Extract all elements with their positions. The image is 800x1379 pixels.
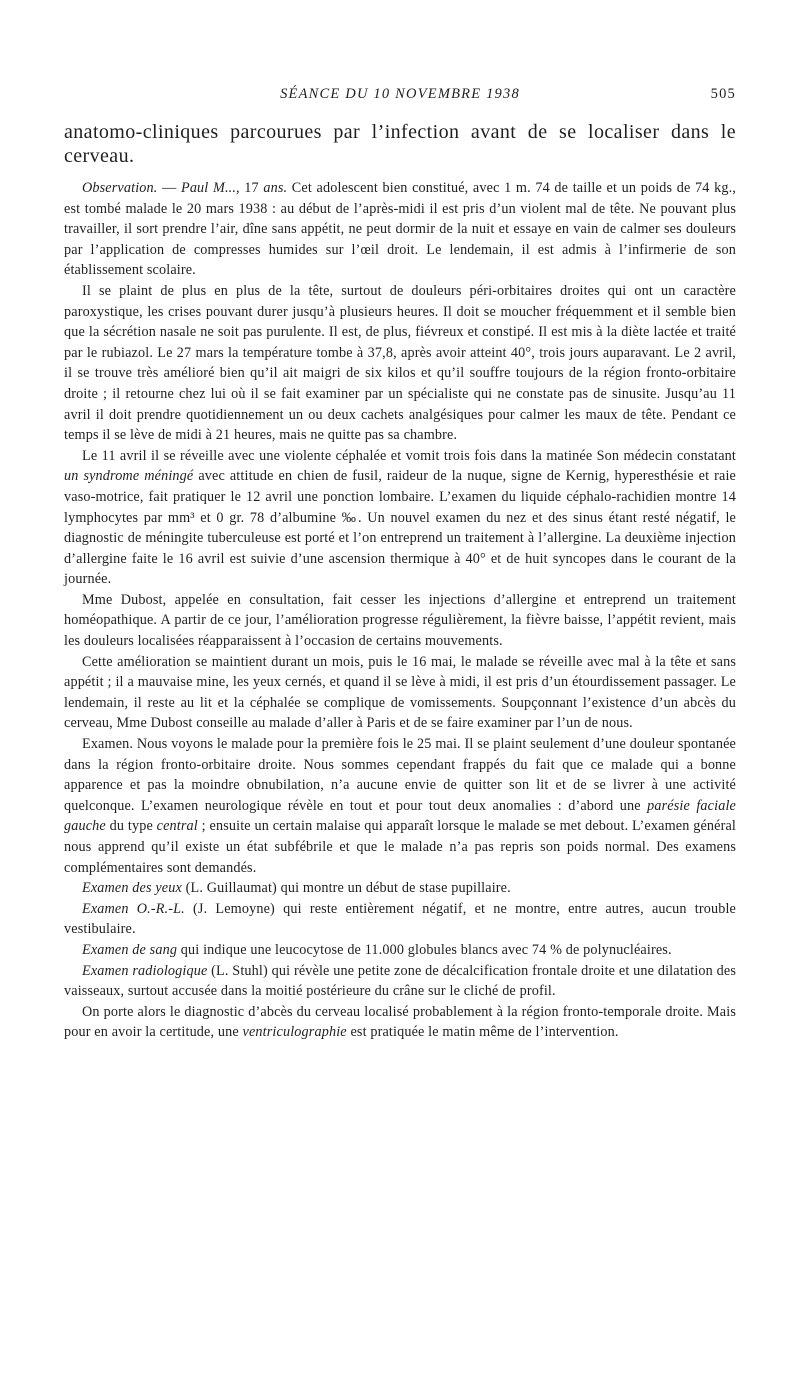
- blood-exam-text: qui indique une leucocytose de 11.000 globules blancs avec 74 % de polynucléaires.: [177, 941, 672, 958]
- paragraph-relapse: Cette amélioration se maintient durant un mois, puis le 16 mai, le malade se réveille avec mal à la tête et sans appétit ; il a mauvaise mine, les yeux cernés, et quand il se lève à midi, il est pris d’un étourdissement passager. Le lendemain, il reste au lit et la céphalée se complique de vomissements. Soupçonnant l’existence d’un abcès du cerveau, Mme Dubost conseille au malade d’aller à Paris et de se faire examiner par l’un de nous.: [64, 653, 736, 732]
- diagnosis-text-b: est pratiquée le matin même de l’intervention.: [346, 1024, 619, 1041]
- patient-age-unit: ans.: [263, 180, 288, 196]
- paragraph-consultation: Mme Dubost, appelée en consultation, fait cesser les injections d’allergine et entreprend un traitement homéopathique. A partir de ce jour, l’amélioration progresse régulièrement, la fièvre baisse, l’appétit revient, mais les douleurs localisées réapparaissent à l’occasion de certains mouvements.: [64, 591, 736, 650]
- paragraph-examination: [64, 734, 736, 878]
- blood-exam-label: Examen de sang: [82, 941, 178, 958]
- paragraph-examination-text-a: Examen. Nous voyons le malade pour la première fois le 25 mai. Il se plaint seulement d’une douleur spontanée dans la région fronto-orbitaire droite. Nous sommes cependant frappés du fait que ce malade qui a bonne apparence et pas la moindre obnubilation, n’a aucune envie de quitter son lit et de se livrer à une activité quelconque. L’examen neurologique révèle en tout et pour tout deux anomalies : d’abord une: [64, 736, 736, 814]
- eye-exam-text: (L. Guillaumat) qui montre un début de stase pupillaire.: [181, 880, 511, 897]
- patient-age: 17: [239, 180, 264, 196]
- diagnosis-text-a: On porte alors le diagnostic d’abcès du cerveau localisé probablement à la région fronto-temporale droite. Mais pour en avoir la certitude, une: [64, 1003, 736, 1041]
- running-head: [64, 86, 736, 108]
- paragraph-diagnosis: [64, 1002, 736, 1043]
- observation-text: Cet adolescent bien constitué, avec 1 m. 74 de taille et un poids de 74 kg., est tombé malade le 20 mars 1938 : au début de l’après-midi il est pris d’un violent mal de tête. Ne pouvant plus travailler, il sort prendre l’air, dîne sans appétit, ne peut dormir de la nuit et essaye en vain de calmer ses douleurs par l’application de compresses humides sur l’œil droit. Le lendemain, il est admis à l’infirmerie de son établissement scolaire.: [64, 180, 736, 279]
- paragraph-meningeal-text-a: Le 11 avril il se réveille avec une violente céphalée et vomit trois fois dans la matinée Son médecin constatant: [82, 447, 736, 464]
- term-facial-paresis: parésie faciale gauche: [64, 797, 736, 835]
- paragraph-meningeal: [64, 446, 736, 590]
- observation-label: Observation.: [82, 180, 158, 196]
- paragraph-meningeal-text-b: avec attitude en chien de fusil, raideur de la nuque, signe de Kernig, hyperesthésie et raie vaso-motrice, fait pratiquer le 12 avril une ponction lombaire. L’examen du liquide céphalo-rachidien montre 14 lymphocytes par mm³ et 0 gr. 78 d’albumine ‰. Un nouvel examen du nez et des sinus étant resté négatif, le diagnostic de méningite tuberculeuse est porté et l’on entreprend un traitement à l’allergine. La deuxième injection d’allergine faite le 16 avril est suivie d’une ascension thermique à 40° et de huit syncopes dans le courant de la journée.: [64, 468, 736, 588]
- page-number: 505: [710, 86, 736, 102]
- radiology-exam-text: (L. Stuhl) qui révèle une petite zone de décalcification frontale droite et une dilatation des vaisseaux, surtout accusée dans la moitié postérieure du crâne sur le cliché de profil.: [64, 962, 737, 1000]
- paragraph-orl-exam: [64, 899, 736, 940]
- paragraph-radiology-exam: [64, 961, 736, 1002]
- running-title: SÉANCE DU 10 NOVEMBRE 1938: [280, 86, 520, 102]
- patient-name: Paul M...,: [181, 180, 240, 196]
- orl-exam-label: Examen O.-R.-L.: [82, 900, 185, 917]
- term-central: central: [156, 818, 198, 835]
- observation-paragraph: [64, 178, 736, 281]
- paragraph-blood-exam: [64, 940, 736, 961]
- observation-dash: —: [157, 180, 181, 196]
- paragraph-examination-text-c: ; ensuite un certain malaise qui apparaît lorsque le malade se met debout. L’examen général nous apprend qu’il existe un état subfébrile et que le malade n’a pas repris son poids normal. Des examens complémentaires sont demandés.: [64, 818, 736, 876]
- paragraph-symptoms: Il se plaint de plus en plus de la tête, surtout de douleurs péri-orbitaires droites qui ont un caractère paroxystique, les crises pouvant durer jusqu’à plusieurs heures. Il doit se moucher fréquemment et il semble bien que la sécrétion nasale ne soit pas purulente. Il est, de plus, fiévreux et constipé. Il est mis à la diète lactée et traité par le rubiazol. Le 27 mars la température tombe à 37,8, après avoir atteint 40°, trois jours auparavant. Le 2 avril, il se trouve très amélioré bien qu’il ait maigri de six kilos et qu’il souffre toujours de la région fronto-orbitaire droite ; il retourne chez lui où il se fait examiner par un spécialiste qui ne constate pas de sinusite. Jusqu’au 11 avril il doit prendre quotidiennement un ou deux cachets analgésiques pour calmer les maux de tête. Pendant ce temps il se lève de midi à 21 heures, mais ne quitte pas sa chambre.: [64, 282, 736, 444]
- paragraph-eye-exam: [64, 878, 736, 899]
- paragraph-examination-text-b: du type: [105, 818, 157, 835]
- article-body: [64, 120, 736, 1043]
- eye-exam-label: Examen des yeux: [82, 880, 182, 897]
- orl-exam-text: (J. Lemoyne) qui reste entièrement négatif, et ne montre, entre autres, aucun trouble vestibulaire.: [64, 900, 736, 938]
- radiology-exam-label: Examen radiologique: [82, 962, 208, 979]
- term-ventriculography: ventriculographie: [242, 1024, 347, 1041]
- lead-paragraph: anatomo-cliniques parcourues par l’infection avant de se localiser dans le cerveau.: [64, 121, 736, 167]
- term-meningeal-syndrome: un syndrome méningé: [64, 468, 194, 485]
